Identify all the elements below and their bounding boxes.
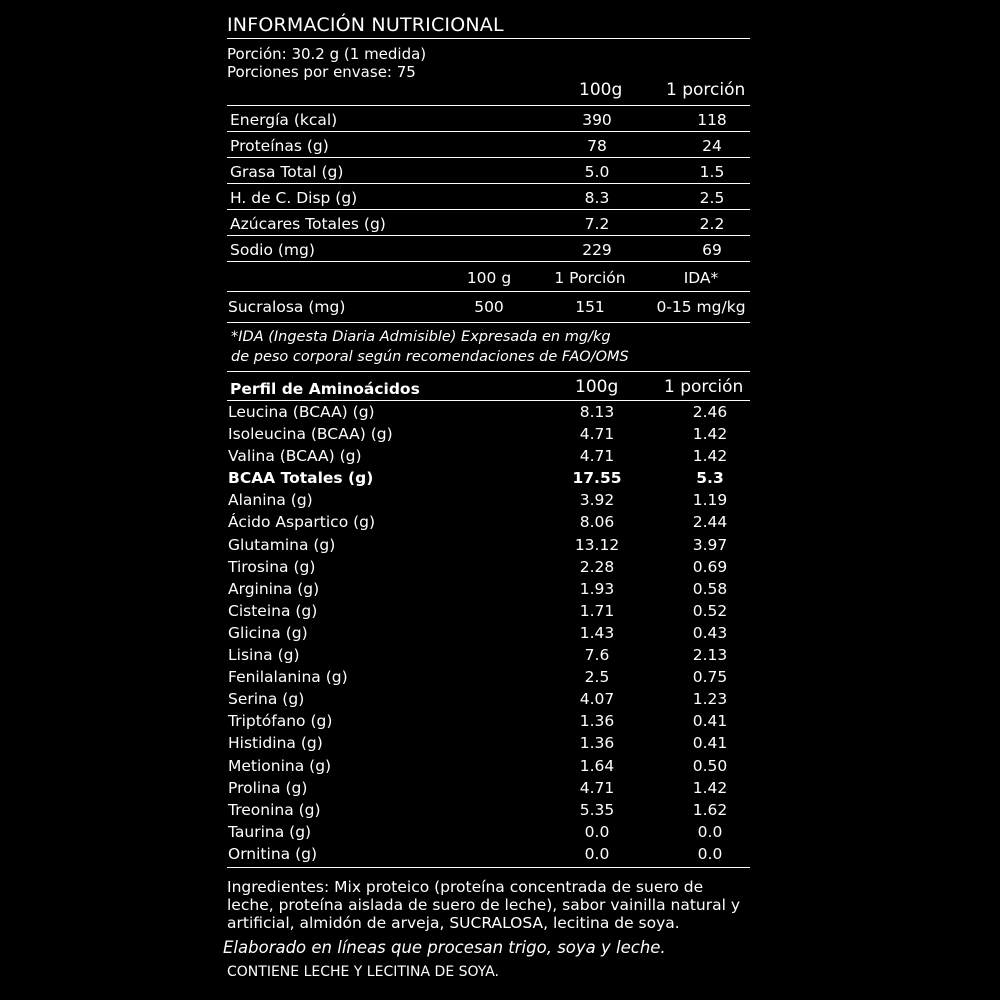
amino-label: Leucina (BCAA) (g) bbox=[228, 403, 375, 421]
amino-per-100g: 4.71 bbox=[579, 425, 615, 444]
amino-per-100g: 1.93 bbox=[579, 579, 615, 598]
amino-label: Fenilalanina (g) bbox=[228, 668, 348, 687]
amino-label: Metionina (g) bbox=[228, 756, 332, 775]
amino-per-serving: 1.42 bbox=[692, 425, 728, 444]
amino-label: Histidina (g) bbox=[228, 734, 323, 753]
amino-label: Serina (g) bbox=[228, 690, 305, 709]
nutrition-row bbox=[227, 133, 750, 158]
amino-row bbox=[227, 688, 750, 710]
servings-per-container: Porciones por envase: 75 bbox=[227, 63, 416, 81]
nutrition-row bbox=[227, 237, 750, 262]
amino-row bbox=[227, 821, 750, 843]
sweetener-header-per-serving: 1 Porción bbox=[554, 269, 626, 287]
nutrition-header bbox=[227, 77, 750, 103]
header-per-serving: 1 porción bbox=[666, 80, 746, 100]
amino-per-100g: 0.0 bbox=[584, 844, 610, 863]
amino-per-serving: 1.42 bbox=[692, 447, 728, 466]
serving-size: Porción: 30.2 g (1 medida) bbox=[227, 45, 427, 63]
header-per-100g: 100g bbox=[579, 80, 623, 100]
amino-per-100g: 2.28 bbox=[579, 557, 615, 576]
amino-per-100g: 2.5 bbox=[584, 668, 610, 687]
amino-per-serving: 5.3 bbox=[696, 469, 724, 488]
amino-label: Isoleucina (BCAA) (g) bbox=[228, 425, 393, 444]
amino-per-serving: 0.0 bbox=[697, 822, 723, 841]
nutrition-per-serving: 2.5 bbox=[699, 189, 725, 207]
amino-header-per-serving: 1 porción bbox=[664, 377, 744, 397]
amino-per-100g: 1.36 bbox=[579, 734, 615, 753]
amino-per-100g: 8.13 bbox=[579, 403, 615, 421]
sweetener-label: Sucralosa (mg) bbox=[228, 298, 346, 316]
amino-row bbox=[227, 755, 750, 777]
amino-per-serving: 0.43 bbox=[692, 623, 728, 642]
amino-label: Prolina (g) bbox=[228, 778, 308, 797]
amino-label: Glutamina (g) bbox=[228, 535, 336, 554]
amino-per-100g: 17.55 bbox=[572, 469, 622, 488]
amino-row bbox=[227, 600, 750, 622]
amino-per-serving: 0.69 bbox=[692, 557, 728, 576]
amino-row bbox=[227, 799, 750, 821]
amino-per-serving: 2.13 bbox=[692, 646, 728, 665]
amino-acid-table bbox=[227, 401, 750, 865]
nutrition-row bbox=[227, 159, 750, 184]
amino-header bbox=[227, 374, 750, 400]
ida-footnote-line1: *IDA (Ingesta Diaria Admisible) Expresada en mg/kg bbox=[231, 329, 611, 345]
nutrition-label: Grasa Total (g) bbox=[230, 163, 344, 181]
amino-row bbox=[227, 666, 750, 688]
nutrition-row bbox=[227, 107, 750, 132]
nutrition-per-serving: 69 bbox=[702, 241, 722, 259]
amino-per-100g: 13.12 bbox=[574, 535, 620, 554]
nutrition-per-serving: 24 bbox=[702, 137, 722, 155]
ida-footnote bbox=[227, 323, 750, 371]
nutrition-per-serving: 118 bbox=[697, 111, 727, 129]
nutrition-per-100g: 5.0 bbox=[584, 163, 610, 181]
amino-row bbox=[227, 556, 750, 578]
nutrition-label: H. de C. Disp (g) bbox=[230, 189, 358, 207]
nutrition-per-100g: 229 bbox=[582, 241, 612, 259]
amino-per-serving: 0.52 bbox=[692, 601, 728, 620]
amino-per-100g: 0.0 bbox=[584, 822, 610, 841]
amino-label: Ornitina (g) bbox=[228, 844, 317, 863]
amino-per-100g: 8.06 bbox=[579, 513, 615, 532]
nutrition-per-100g: 78 bbox=[587, 137, 607, 155]
amino-label: Valina (BCAA) (g) bbox=[228, 447, 362, 466]
nutrition-facts-panel bbox=[227, 12, 750, 932]
amino-per-serving: 1.62 bbox=[692, 800, 728, 819]
sweetener-per-100g: 500 bbox=[474, 298, 504, 316]
nutrition-row bbox=[227, 211, 750, 236]
amino-per-serving: 2.46 bbox=[692, 403, 728, 421]
allergen-contains-note: CONTIENE LECHE Y LECITINA DE SOYA. bbox=[227, 964, 500, 980]
amino-row bbox=[227, 710, 750, 732]
nutrition-per-serving: 1.5 bbox=[699, 163, 725, 181]
nutrition-label: Azúcares Totales (g) bbox=[230, 215, 386, 233]
amino-per-serving: 0.0 bbox=[697, 844, 723, 863]
nutrition-top-divider bbox=[227, 105, 750, 106]
nutrition-per-100g: 390 bbox=[582, 111, 612, 129]
sweetener-divider bbox=[227, 291, 750, 292]
amino-label: Arginina (g) bbox=[228, 579, 320, 598]
amino-per-serving: 1.42 bbox=[692, 778, 728, 797]
nutrition-per-serving: 2.2 bbox=[699, 215, 725, 233]
amino-per-100g: 1.71 bbox=[579, 601, 615, 620]
amino-per-100g: 1.64 bbox=[579, 756, 615, 775]
amino-row bbox=[227, 578, 750, 600]
amino-row bbox=[227, 489, 750, 511]
amino-row bbox=[227, 644, 750, 666]
amino-per-100g: 4.71 bbox=[579, 778, 615, 797]
amino-label: Glicina (g) bbox=[228, 623, 308, 642]
allergen-facility-note: Elaborado en líneas que procesan trigo, soya y leche. bbox=[223, 938, 666, 957]
amino-label: Cisteina (g) bbox=[228, 601, 318, 620]
amino-label: BCAA Totales (g) bbox=[228, 469, 374, 488]
amino-per-serving: 0.41 bbox=[692, 734, 728, 753]
ida-footnote-line2: de peso corporal según recomendaciones de FAO/OMS bbox=[231, 349, 629, 365]
footnote-divider bbox=[227, 371, 750, 372]
amino-per-serving: 3.97 bbox=[692, 535, 728, 554]
sweetener-ida: 0-15 mg/kg bbox=[656, 298, 746, 316]
amino-row bbox=[227, 732, 750, 754]
amino-row bbox=[227, 777, 750, 799]
amino-row bbox=[227, 445, 750, 467]
amino-label: Taurina (g) bbox=[228, 822, 312, 841]
sweetener-row bbox=[227, 294, 750, 320]
nutrition-label: Sodio (mg) bbox=[230, 241, 315, 259]
nutrition-per-100g: 8.3 bbox=[584, 189, 610, 207]
nutrition-per-100g: 7.2 bbox=[584, 215, 610, 233]
amino-per-100g: 3.92 bbox=[579, 491, 615, 510]
amino-per-serving: 2.44 bbox=[692, 513, 728, 532]
amino-per-100g: 1.36 bbox=[579, 712, 615, 731]
amino-row bbox=[227, 423, 750, 445]
amino-header-label: Perfil de Aminoácidos bbox=[230, 380, 420, 398]
amino-per-serving: 1.19 bbox=[692, 491, 728, 510]
nutrition-label: Energía (kcal) bbox=[230, 111, 338, 129]
amino-row bbox=[227, 622, 750, 644]
amino-per-100g: 7.6 bbox=[584, 646, 610, 665]
amino-label: Lisina (g) bbox=[228, 646, 300, 665]
sweetener-header-per-100g: 100 g bbox=[466, 269, 512, 287]
amino-row bbox=[227, 401, 750, 423]
nutrition-label: Proteínas (g) bbox=[230, 137, 329, 155]
amino-label: Alanina (g) bbox=[228, 491, 313, 510]
amino-label: Triptófano (g) bbox=[228, 712, 333, 731]
amino-per-100g: 5.35 bbox=[579, 800, 615, 819]
amino-per-serving: 0.41 bbox=[692, 712, 728, 731]
amino-per-serving: 0.58 bbox=[692, 579, 728, 598]
amino-row bbox=[227, 534, 750, 556]
amino-per-100g: 4.07 bbox=[579, 690, 615, 709]
amino-header-per-100g: 100g bbox=[575, 377, 619, 397]
amino-per-serving: 0.75 bbox=[692, 668, 728, 687]
amino-label: Tirosina (g) bbox=[228, 557, 316, 576]
amino-row bbox=[227, 511, 750, 533]
ingredients-text: Ingredientes: Mix proteico (proteína concentrada de suero de leche, proteína aislada de suero de leche), sabor vainilla natural y artificial, almidón de arveja, SUCRALOSA, lecitina de soya. bbox=[227, 877, 740, 932]
amino-per-serving: 1.23 bbox=[692, 690, 728, 709]
panel-title: INFORMACIÓN NUTRICIONAL bbox=[227, 14, 504, 36]
amino-total-row bbox=[227, 467, 750, 489]
nutrition-row bbox=[227, 185, 750, 210]
sweetener-header-ida: IDA* bbox=[683, 269, 719, 287]
amino-label: Treonina (g) bbox=[228, 800, 321, 819]
amino-per-serving: 0.50 bbox=[692, 756, 728, 775]
amino-per-100g: 1.43 bbox=[579, 623, 615, 642]
amino-per-100g: 4.71 bbox=[579, 447, 615, 466]
amino-label: Ácido Aspartico (g) bbox=[228, 513, 376, 532]
nutrition-table bbox=[227, 107, 750, 262]
amino-row bbox=[227, 843, 750, 865]
sweetener-header bbox=[227, 265, 750, 291]
sweetener-per-serving: 151 bbox=[575, 298, 605, 316]
